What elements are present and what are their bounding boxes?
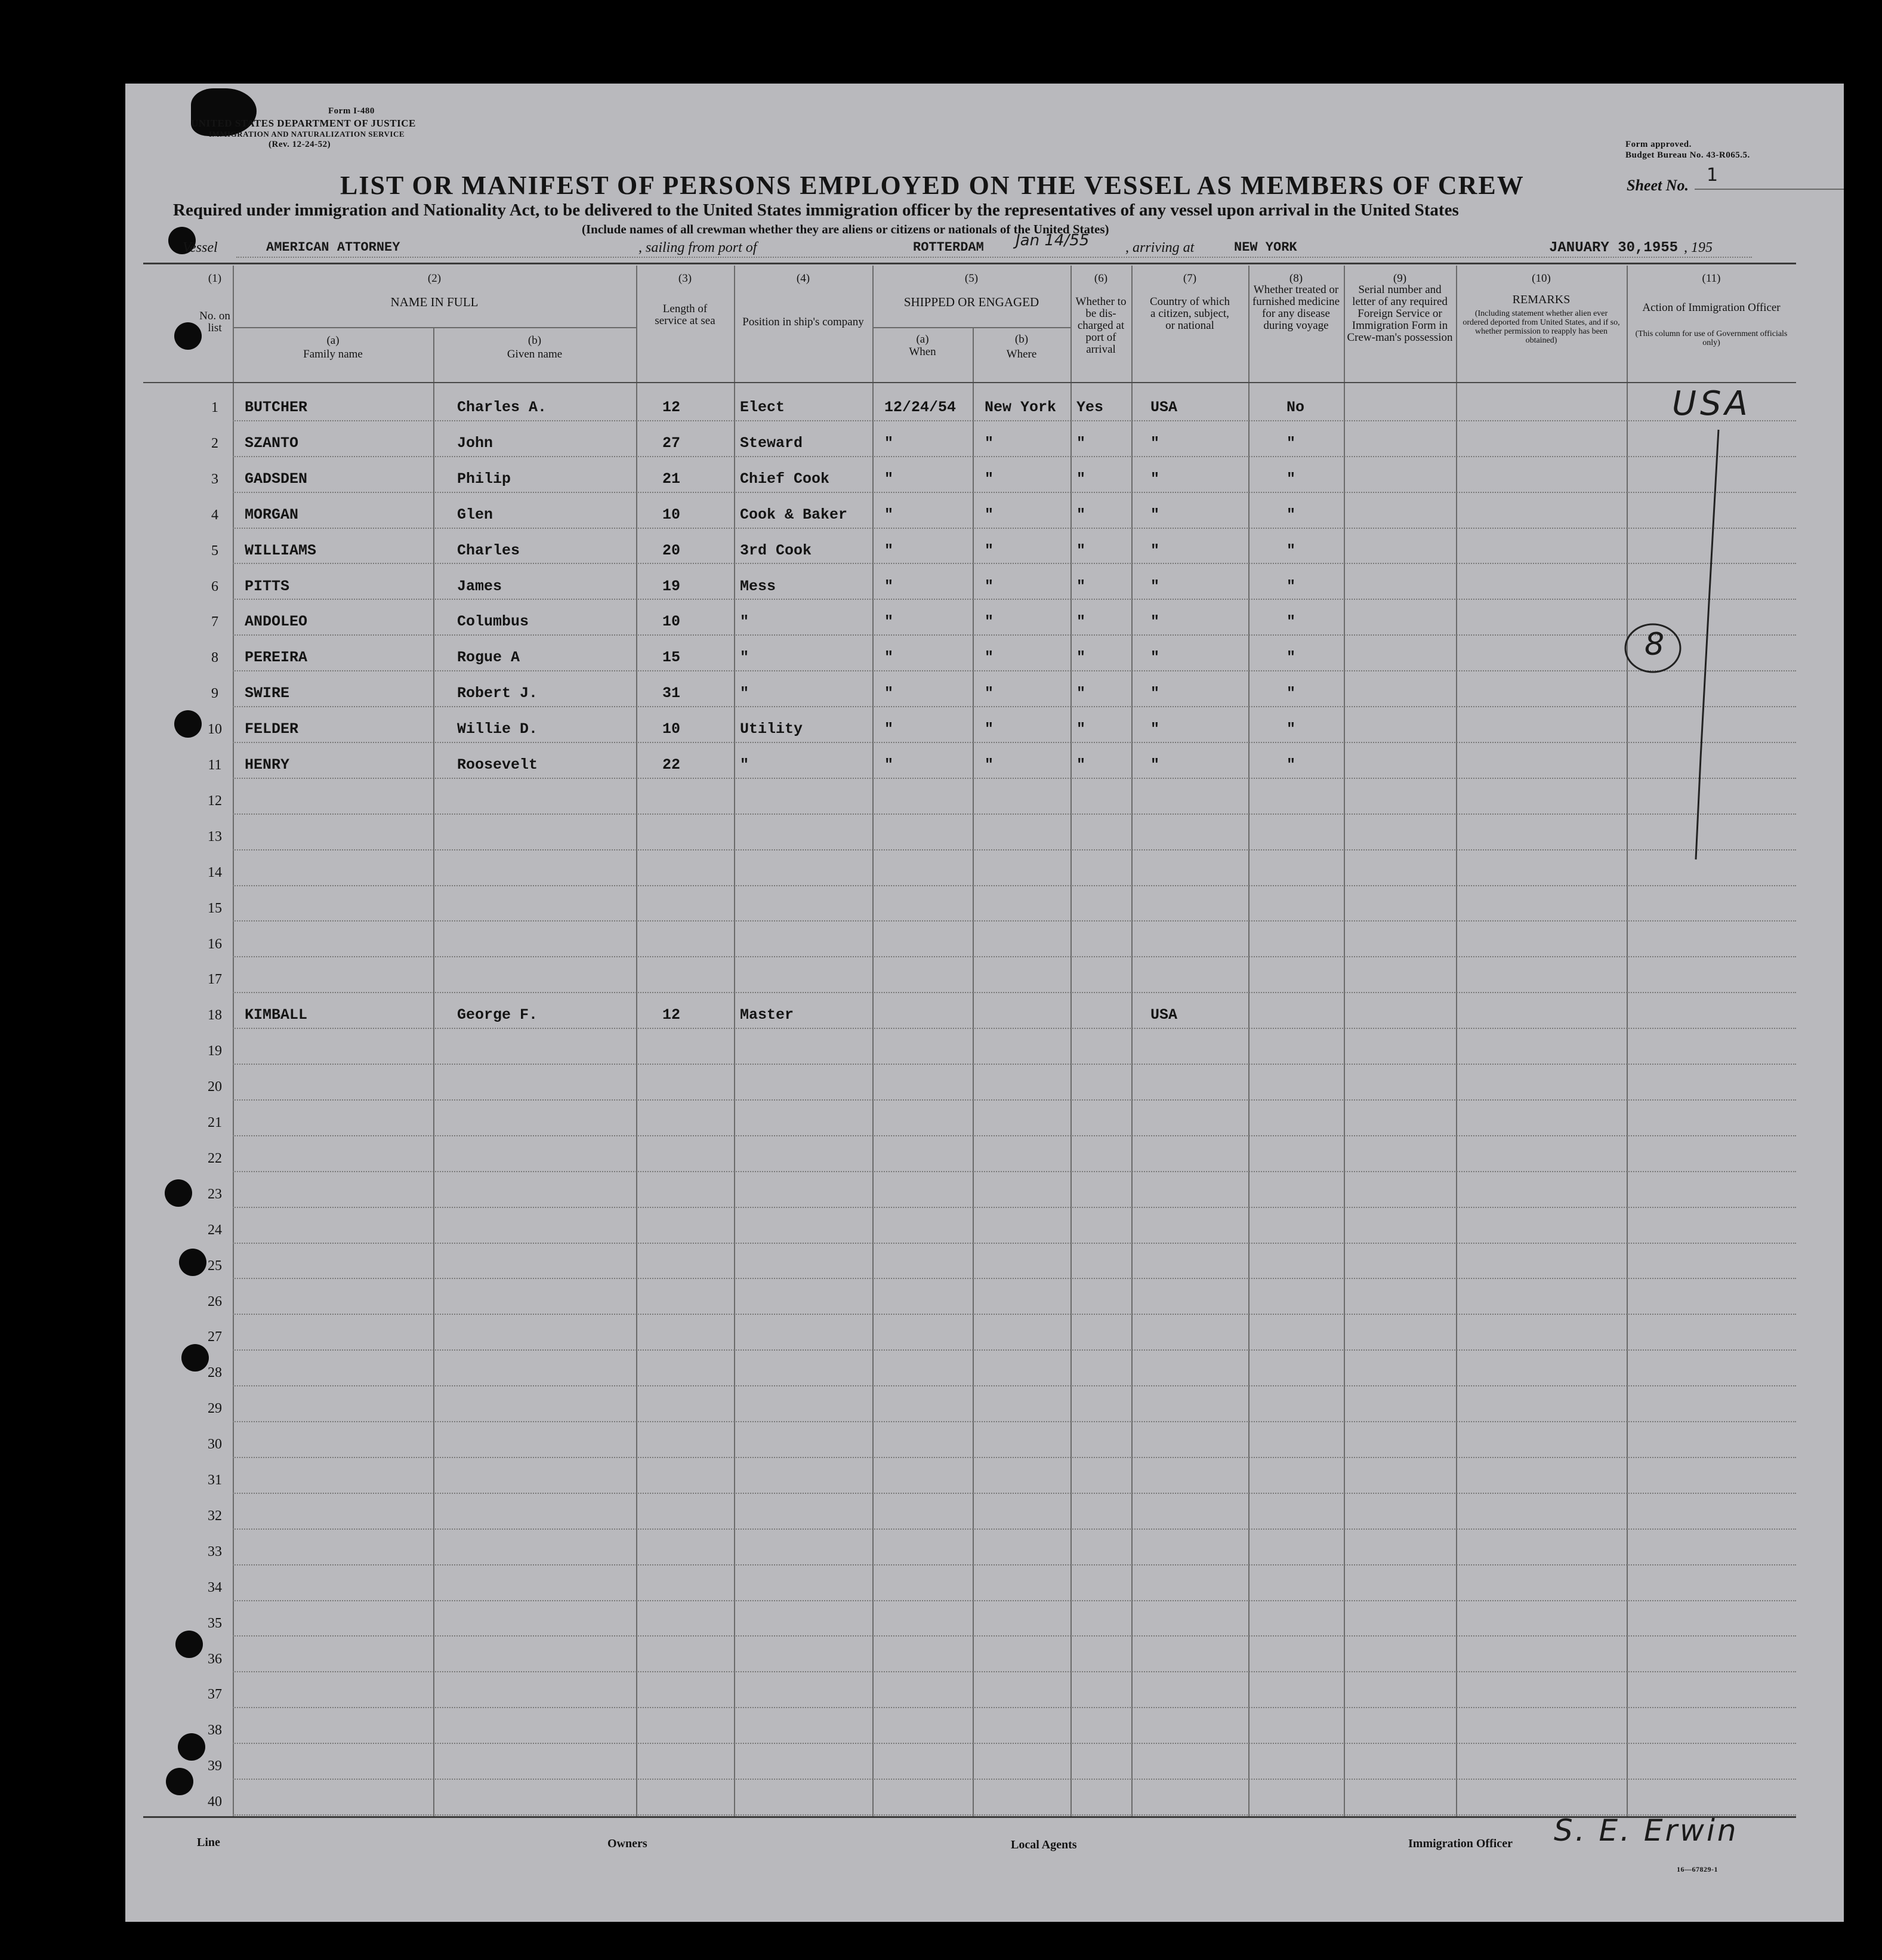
col3-number: (3)	[678, 272, 692, 285]
table-row	[125, 887, 1796, 923]
row-number: 12	[208, 793, 222, 809]
row-number: 21	[208, 1115, 222, 1130]
row-rule	[233, 1600, 1796, 1601]
table-row	[125, 852, 1796, 887]
cell-where: New York	[985, 399, 1057, 416]
row-rule	[233, 1135, 1796, 1136]
cell-when: "	[884, 720, 894, 738]
cell-medicine: "	[1286, 649, 1296, 667]
col10-number: (10)	[1532, 272, 1551, 285]
sheet-underline	[1695, 189, 1844, 190]
cell-medicine: "	[1286, 470, 1296, 488]
col2a-number: (a)	[326, 334, 340, 347]
revision: (Rev. 12-24-52)	[269, 140, 331, 149]
table-row	[125, 1781, 1796, 1817]
table-row	[125, 959, 1796, 994]
table-row	[125, 637, 1796, 673]
shipped-subheader-rule	[872, 327, 1070, 328]
col1-header: No. on list	[199, 310, 230, 334]
row-number: 3	[211, 471, 218, 487]
cell-medicine: "	[1286, 434, 1296, 452]
cell-medicine: "	[1286, 577, 1296, 595]
cell-given: Roosevelt	[457, 756, 538, 773]
col2b-header: Given name	[507, 348, 563, 360]
col10-note: (Including statement whether alien ever ordered deported from United States, and if so, whether permission to reapply has been obtained)	[1463, 309, 1620, 345]
cell-country: "	[1150, 470, 1160, 488]
row-number: 9	[211, 686, 218, 702]
footer-agents-label: Local Agents	[1011, 1838, 1077, 1851]
row-rule	[233, 563, 1796, 564]
cell-position: "	[740, 756, 749, 773]
header-bottom-rule	[143, 382, 1796, 383]
cell-family: GADSDEN	[245, 470, 308, 488]
row-rule	[233, 1743, 1796, 1744]
cell-family: ANDOLEO	[245, 613, 308, 631]
sailing-port: ROTTERDAM	[913, 240, 984, 255]
row-number: 17	[208, 972, 222, 988]
cell-medicine: "	[1286, 541, 1296, 559]
row-number: 32	[208, 1508, 222, 1524]
footer-officer-label: Immigration Officer	[1408, 1837, 1513, 1850]
row-rule	[233, 456, 1796, 457]
officer-bracket-line	[1689, 424, 1724, 865]
name-subheader-rule	[233, 327, 636, 328]
cell-country: USA	[1150, 1006, 1178, 1024]
cell-country: "	[1150, 756, 1160, 773]
row-rule	[233, 778, 1796, 779]
cell-discharged: "	[1076, 434, 1086, 452]
cell-when: "	[884, 613, 894, 631]
row-rule	[233, 599, 1796, 600]
service: IMMIGRATION AND NATURALIZATION SERVICE	[209, 130, 405, 138]
cell-when: "	[884, 756, 894, 773]
col7-number: (7)	[1183, 272, 1197, 285]
cell-given: John	[457, 434, 493, 452]
officer-signature: S. E. Erwin	[1554, 1813, 1739, 1848]
year-suffix: , 195	[1684, 240, 1713, 255]
cell-position: Elect	[740, 399, 785, 416]
row-number: 25	[208, 1258, 222, 1274]
row-number: 14	[208, 864, 222, 880]
cell-discharged: "	[1076, 685, 1086, 702]
arriving-port: NEW YORK	[1234, 240, 1297, 255]
col11-header: Action of Immigration Officer	[1642, 301, 1781, 314]
row-rule	[233, 1671, 1796, 1672]
cell-position: "	[740, 685, 749, 702]
cell-country: "	[1150, 649, 1160, 667]
cell-discharged: "	[1076, 541, 1086, 559]
cell-given: George F.	[457, 1006, 538, 1024]
cell-country: USA	[1150, 399, 1178, 416]
row-rule	[233, 813, 1796, 815]
cell-position: "	[740, 649, 749, 667]
cell-medicine: "	[1286, 685, 1296, 702]
cell-service: 10	[662, 613, 681, 631]
row-rule	[233, 992, 1796, 993]
table-row	[125, 1388, 1796, 1423]
table-row	[125, 530, 1796, 566]
table-row	[125, 387, 1796, 423]
row-rule	[233, 1171, 1796, 1172]
row-rule	[233, 1528, 1796, 1530]
table-row	[125, 1745, 1796, 1781]
row-rule	[233, 1707, 1796, 1708]
col5-header: SHIPPED OR ENGAGED	[903, 295, 1039, 309]
cell-service: 22	[662, 756, 681, 773]
cell-service: 10	[662, 506, 681, 523]
row-number: 19	[208, 1043, 222, 1059]
col11-note: (This column for use of Government officials only)	[1635, 329, 1788, 347]
table-row	[125, 1209, 1796, 1245]
table-row	[125, 1531, 1796, 1567]
col9-header: Serial number and letter of any required Foreign Service or Immigration Form in Crew-man's possession	[1347, 283, 1453, 344]
cell-position: "	[740, 613, 749, 631]
cell-service: 21	[662, 470, 681, 488]
cell-where: "	[985, 685, 994, 702]
table-row	[125, 1102, 1796, 1138]
sailing-date-handwritten: Jan 14/55	[1016, 232, 1090, 249]
cell-given: Philip	[457, 470, 511, 488]
table-row	[125, 1638, 1796, 1674]
manifest-form	[125, 84, 1844, 1922]
cell-family: WILLIAMS	[245, 541, 317, 559]
row-number: 36	[208, 1651, 222, 1667]
row-number: 30	[208, 1437, 222, 1453]
row-number: 4	[211, 507, 218, 523]
cell-service: 15	[662, 649, 681, 667]
cell-discharged: "	[1076, 506, 1086, 523]
row-number: 16	[208, 936, 222, 952]
cell-family: PEREIRA	[245, 649, 308, 667]
row-number: 5	[211, 543, 218, 559]
row-rule	[233, 1207, 1796, 1208]
cell-service: 27	[662, 434, 681, 452]
arrival-date: JANUARY 30,1955	[1549, 240, 1679, 256]
row-number: 28	[208, 1365, 222, 1381]
cell-position: Cook & Baker	[740, 506, 848, 523]
usa-stamp-handwritten: USA	[1672, 384, 1751, 423]
form-number: Form I-480	[328, 106, 375, 116]
cell-when: "	[884, 577, 894, 595]
row-rule	[233, 742, 1796, 743]
row-rule	[233, 1385, 1796, 1386]
cell-where: "	[985, 756, 994, 773]
footer-line-label: Line	[197, 1836, 220, 1849]
col2a-header: Family name	[303, 348, 363, 360]
row-rule	[233, 920, 1796, 922]
row-rule	[233, 528, 1796, 529]
row-number: 7	[211, 614, 218, 630]
print-code: 16—67829-1	[1677, 1865, 1718, 1873]
cell-given: Charles	[457, 541, 520, 559]
cell-given: Glen	[457, 506, 493, 523]
table-row	[125, 1567, 1796, 1602]
table-row	[125, 1495, 1796, 1531]
table-row	[125, 566, 1796, 602]
table-row	[125, 1245, 1796, 1281]
col8-number: (8)	[1289, 272, 1303, 285]
page-title: LIST OR MANIFEST OF PERSONS EMPLOYED ON THE VESSEL AS MEMBERS OF CREW	[340, 171, 1525, 200]
cell-family: FELDER	[245, 720, 299, 738]
cell-service: 12	[662, 1006, 681, 1024]
row-number: 2	[211, 435, 218, 451]
row-rule	[233, 420, 1796, 421]
row-rule	[233, 1243, 1796, 1244]
row-rule	[233, 1493, 1796, 1494]
cell-given: Charles A.	[457, 399, 547, 416]
table-row	[125, 1173, 1796, 1209]
cell-medicine: "	[1286, 613, 1296, 631]
table-row	[125, 1281, 1796, 1317]
col6-header: Whether to be dis-charged at port of arrival	[1075, 295, 1127, 356]
col3-header: Length of service at sea	[655, 303, 715, 327]
cell-discharged: "	[1076, 756, 1086, 773]
row-number: 20	[208, 1079, 222, 1095]
table-row	[125, 744, 1796, 780]
row-number: 33	[208, 1543, 222, 1560]
row-number: 11	[208, 757, 222, 773]
table-row	[125, 601, 1796, 637]
row-rule	[233, 1028, 1796, 1029]
row-number: 31	[208, 1472, 222, 1488]
cell-position: Mess	[740, 577, 776, 595]
cell-where: "	[985, 649, 994, 667]
col1-number: (1)	[208, 272, 222, 285]
sheet-label: Sheet No.	[1627, 177, 1689, 194]
cell-country: "	[1150, 613, 1160, 631]
vessel-name: AMERICAN ATTORNEY	[266, 240, 400, 255]
row-rule	[233, 634, 1796, 636]
cell-where: "	[985, 434, 994, 452]
row-rule	[233, 1564, 1796, 1565]
col5a-number: (a)	[916, 333, 929, 346]
cell-family: PITTS	[245, 577, 290, 595]
cell-discharged: "	[1076, 720, 1086, 738]
subtitle: Required under immigration and Nationality Act, to be delivered to the United States immigration officer by the representatives of any vessel upon arrival in the United States	[173, 201, 1459, 220]
cell-family: KIMBALL	[245, 1006, 308, 1024]
row-number: 39	[208, 1758, 222, 1774]
table-row	[125, 673, 1796, 708]
table-row	[125, 423, 1796, 458]
row-number: 40	[208, 1794, 222, 1810]
row-number: 27	[208, 1329, 222, 1345]
cell-family: SZANTO	[245, 434, 299, 452]
cell-discharged: "	[1076, 649, 1086, 667]
cell-country: "	[1150, 577, 1160, 595]
voyage-underline	[236, 257, 1752, 258]
col5b-header: Where	[1006, 348, 1037, 360]
cell-medicine: "	[1286, 720, 1296, 738]
col9-number: (9)	[1393, 272, 1407, 285]
cell-medicine: "	[1286, 756, 1296, 773]
table-row	[125, 923, 1796, 959]
row-rule	[233, 849, 1796, 850]
cell-when: 12/24/54	[884, 399, 957, 416]
row-number: 38	[208, 1722, 222, 1739]
table-row	[125, 780, 1796, 816]
row-number: 8	[211, 650, 218, 666]
row-rule	[233, 1349, 1796, 1351]
row-number: 34	[208, 1579, 222, 1595]
col5a-header: When	[909, 346, 936, 358]
row-rule	[233, 956, 1796, 957]
row-number: 22	[208, 1150, 222, 1166]
row-number: 29	[208, 1401, 222, 1417]
cell-when: "	[884, 541, 894, 559]
row-number: 10	[208, 722, 222, 738]
arriving-label: , arriving at	[1125, 240, 1195, 255]
table-row	[125, 494, 1796, 530]
table-row	[125, 1030, 1796, 1066]
row-number: 6	[211, 578, 218, 594]
row-number: 1	[211, 400, 218, 415]
cell-country: "	[1150, 541, 1160, 559]
cell-discharged: "	[1076, 470, 1086, 488]
cell-where: "	[985, 470, 994, 488]
sheet-number: 1	[1707, 165, 1719, 186]
col2-number: (2)	[427, 272, 442, 285]
table-row	[125, 994, 1796, 1030]
row-rule	[233, 1314, 1796, 1315]
cell-position: Master	[740, 1006, 794, 1024]
cell-position: Utility	[740, 720, 803, 738]
table-row	[125, 1316, 1796, 1352]
row-number: 13	[208, 828, 222, 845]
col6-number: (6)	[1094, 272, 1108, 285]
cell-given: James	[457, 577, 502, 595]
row-rule	[233, 706, 1796, 707]
cell-medicine: No	[1286, 399, 1305, 416]
table-row	[125, 1352, 1796, 1388]
cell-when: "	[884, 434, 894, 452]
table-top-border	[143, 263, 1796, 264]
sailing-label: , sailing from port of	[638, 240, 757, 255]
row-number: 26	[208, 1293, 222, 1309]
table-row	[125, 1423, 1796, 1459]
cell-country: "	[1150, 720, 1160, 738]
col4-number: (4)	[796, 272, 810, 285]
row-rule	[233, 1457, 1796, 1458]
table-row	[125, 708, 1796, 744]
cell-family: MORGAN	[245, 506, 299, 523]
col11-number: (11)	[1702, 272, 1721, 285]
col5-number: (5)	[964, 272, 979, 285]
cell-discharged: Yes	[1076, 399, 1104, 416]
vessel-label: Vessel	[183, 240, 218, 255]
row-rule	[233, 1635, 1796, 1637]
cell-position: Chief Cook	[740, 470, 830, 488]
row-number: 35	[208, 1615, 222, 1631]
cell-country: "	[1150, 506, 1160, 523]
col5b-number: (b)	[1014, 333, 1029, 346]
cell-where: "	[985, 613, 994, 631]
col2-header: NAME IN FULL	[390, 295, 479, 309]
col7-header: Country of which a citizen, subject, or national	[1149, 295, 1230, 332]
row-number: 24	[208, 1222, 222, 1238]
include-note: (Include names of all crewman whether they are aliens or citizens or nationals of the United States)	[582, 222, 1109, 236]
cell-country: "	[1150, 685, 1160, 702]
row-number: 15	[208, 900, 222, 916]
cell-service: 10	[662, 720, 681, 738]
form-approved: Form approved.	[1625, 140, 1692, 149]
cell-when: "	[884, 685, 894, 702]
table-row	[125, 816, 1796, 852]
row-rule	[233, 885, 1796, 886]
cell-where: "	[985, 541, 994, 559]
circled-count-value: 8	[1645, 627, 1665, 662]
cell-where: "	[985, 506, 994, 523]
budget-bureau: Budget Bureau No. 43-R065.5.	[1625, 150, 1750, 160]
row-rule	[233, 1064, 1796, 1065]
table-row	[125, 1459, 1796, 1495]
col2b-number: (b)	[527, 334, 542, 347]
cell-family: BUTCHER	[245, 399, 308, 416]
footer-owners-label: Owners	[607, 1837, 647, 1850]
department: UNITED STATES DEPARTMENT OF JUSTICE	[191, 118, 416, 129]
cell-service: 19	[662, 577, 681, 595]
cell-given: Robert J.	[457, 685, 538, 702]
cell-service: 12	[662, 399, 681, 416]
row-rule	[233, 1421, 1796, 1422]
table-row	[125, 1066, 1796, 1102]
table-row	[125, 1674, 1796, 1709]
table-row	[125, 458, 1796, 494]
row-number: 18	[208, 1007, 222, 1024]
row-number: 37	[208, 1687, 222, 1703]
row-rule	[233, 1278, 1796, 1279]
cell-when: "	[884, 470, 894, 488]
cell-country: "	[1150, 434, 1160, 452]
cell-given: Columbus	[457, 613, 529, 631]
cell-family: SWIRE	[245, 685, 290, 702]
cell-given: Rogue A	[457, 649, 520, 667]
col10-header: REMARKS	[1512, 293, 1571, 306]
cell-service: 31	[662, 685, 681, 702]
cell-family: HENRY	[245, 756, 290, 773]
cell-medicine: "	[1286, 506, 1296, 523]
table-row	[125, 1709, 1796, 1745]
cell-position: 3rd Cook	[740, 541, 812, 559]
cell-where: "	[985, 720, 994, 738]
cell-where: "	[985, 577, 994, 595]
cell-when: "	[884, 649, 894, 667]
table-row	[125, 1138, 1796, 1173]
cell-given: Willie D.	[457, 720, 538, 738]
cell-position: Steward	[740, 434, 803, 452]
col8-header: Whether treated or furnished medicine for any disease during voyage	[1252, 283, 1340, 332]
cell-when: "	[884, 506, 894, 523]
cell-discharged: "	[1076, 613, 1086, 631]
row-rule	[233, 1779, 1796, 1780]
row-rule	[233, 492, 1796, 493]
table-row	[125, 1602, 1796, 1638]
row-number: 23	[208, 1186, 222, 1202]
col4-header: Position in ship's company	[742, 316, 864, 328]
cell-discharged: "	[1076, 577, 1086, 595]
row-rule	[233, 670, 1796, 671]
cell-service: 20	[662, 541, 681, 559]
row-rule	[233, 1099, 1796, 1101]
